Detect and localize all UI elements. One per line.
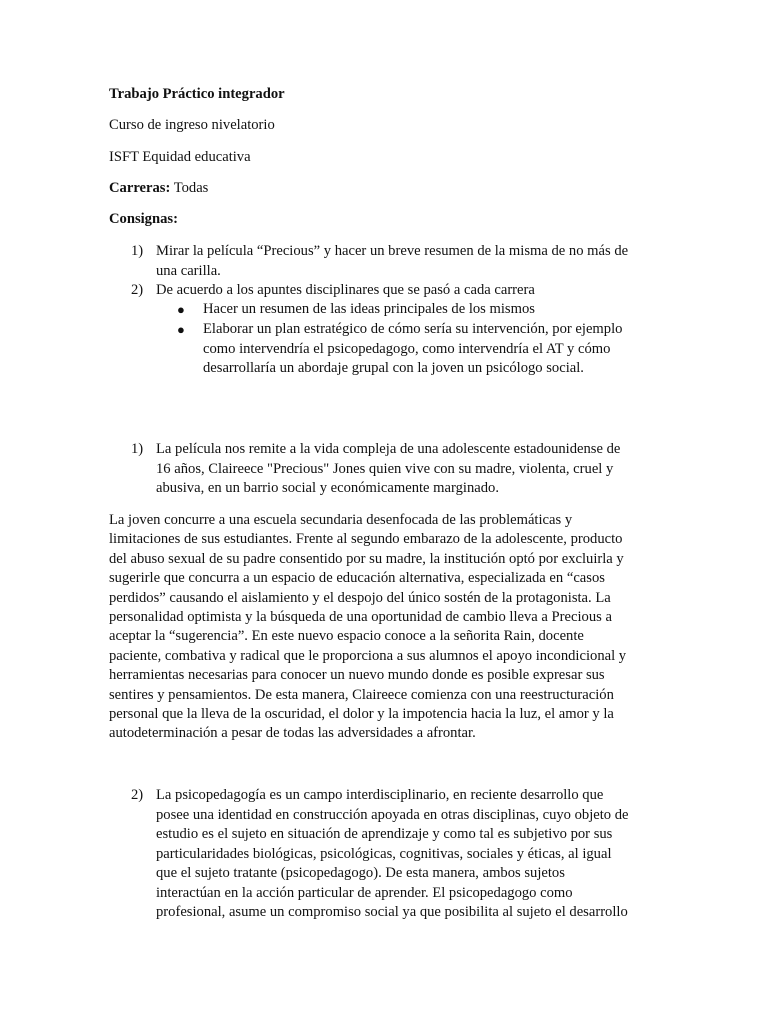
answer-text: La película nos remite a la vida compleja de una adolescente estadounidense de 16 años, Claireece "Precious" Jones quien vive con su madre, violenta, cruel y abusiva, en un barrio social y económicamente marginado. [156, 441, 621, 496]
careers-value: Todas [170, 180, 209, 196]
document-title: Trabajo Práctico integrador [109, 86, 285, 102]
list-number: 2) [131, 787, 144, 803]
sub-bullet-text: Elaborar un plan estratégico de cómo sería su intervención, por ejemplo como intervendría el psicopedagogo, como intervendría el AT y cómo desarrollaría un abordaje grupal con la joven un psicólogo social. [203, 321, 623, 376]
bullet-icon: ● [177, 322, 185, 337]
instruction-text: De acuerdo a los apuntes disciplinares que se pasó a cada carrera [156, 282, 535, 298]
institute-line: ISFT Equidad educativa [109, 149, 251, 165]
instructions-heading: Consignas: [109, 211, 178, 227]
list-number: 1) [131, 441, 144, 457]
course-line: Curso de ingreso nivelatorio [109, 117, 275, 133]
body-paragraph: La joven concurre a una escuela secundaria desenfocada de las problemáticas y limitaciones de sus estudiantes. Frente al segundo embarazo de la adolescente, producto del abuso sexual de su padre consentido por su madre, la institución optó por excluirla y sugerirle que concurra a un espacio de educación alternativa, especializada en “casos perdidos” causando el aislamiento y el despojo del único sostén de la protagonista. La personalidad optimista y la búsqueda de una oportunidad de cambio lleva a Precious a aceptar la “sugerencia”. En este nuevo espacio conoce a la señorita Rain, docente paciente, combativa y radical que le proporciona a sus alumnos el apoyo incondicional y herramientas necesarias para conocer un nuevo mundo donde es posible expresar sus sentires y pensamientos. De esta manera, Claireece comienza con una reestructuración personal que la lleva de la oscuridad, el dolor y la impotencia hacia la luz, el amor y la autodeterminación a pesar de todas las adversidades a afrontar. [109, 512, 627, 742]
list-number: 1) [131, 243, 144, 259]
careers-label: Carreras: [109, 180, 171, 196]
list-number: 2) [131, 282, 144, 298]
sub-bullet-text: Hacer un resumen de las ideas principales de los mismos [203, 301, 535, 317]
bullet-icon: ● [177, 302, 185, 317]
answer-text: La psicopedagogía es un campo interdisciplinario, en reciente desarrollo que posee una identidad en construcción apoyada en otras disciplinas, cuyo objeto de estudio es el sujeto en situación de aprendizaje y como tal es subjetivo por sus particularidades biológicas, psicológicas, cognitivas, sociales y éticas, al igual que el sujeto tratante (psicopedagogo). De esta manera, ambos sujetos interactúan en la acción particular de aprender. El psicopedagogo como profesional, asume un compromiso social ya que posibilita al sujeto el desarrollo [156, 787, 629, 920]
careers-line [109, 179, 208, 199]
instruction-text: Mirar la película “Precious” y hacer un breve resumen de la misma de no más de una carilla. [156, 243, 629, 279]
